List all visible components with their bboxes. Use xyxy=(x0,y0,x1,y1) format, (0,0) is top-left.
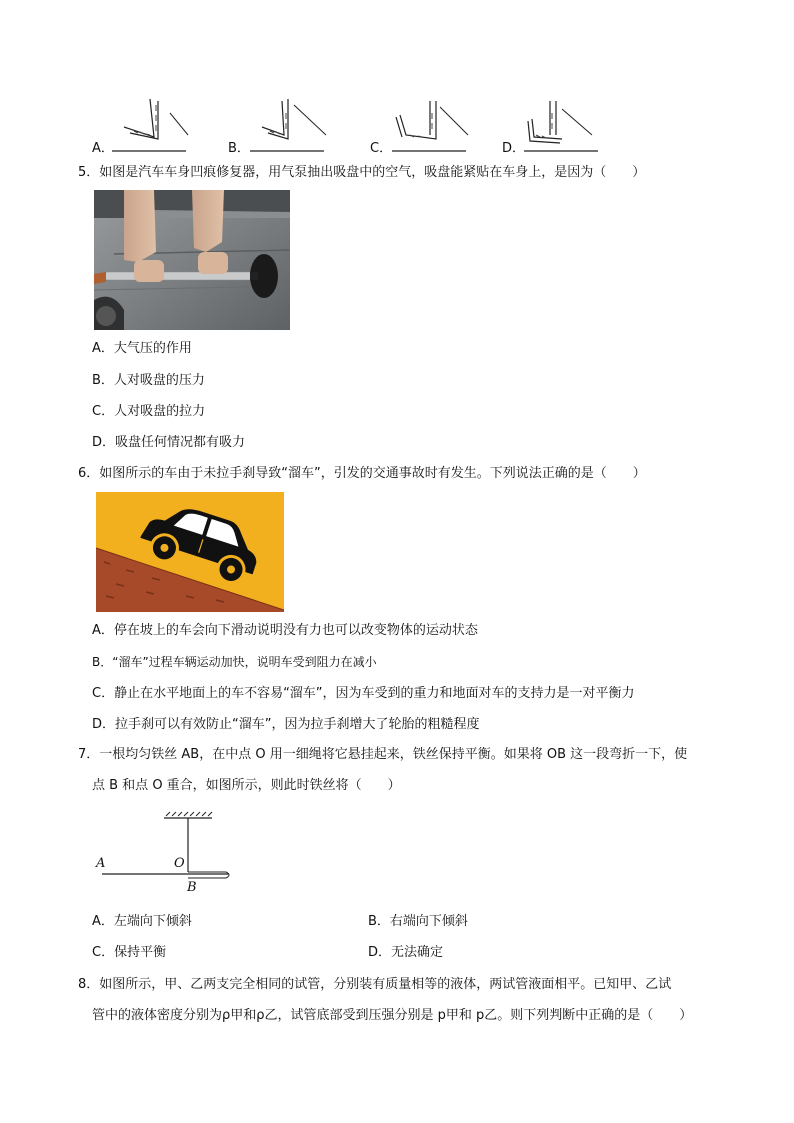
q7-wire-figure xyxy=(94,808,234,898)
q7-stem-line1 xyxy=(78,746,687,764)
q4-option-d-figure xyxy=(522,95,602,153)
q4-option-b-figure xyxy=(248,95,328,153)
q4-option-b-letter: B． xyxy=(228,141,250,156)
q5-option-a: A．大气压的作用 xyxy=(92,341,192,356)
q7-number: 7． xyxy=(78,747,100,762)
q5-option-c: C．人对吸盘的拉力 xyxy=(92,404,206,419)
q5-dent-puller-photo xyxy=(94,190,290,330)
q7-option-d: D．无法确定 xyxy=(368,945,444,960)
q6-option-b: B．“溜车”过程车辆运动加快，说明车受到阻力在减小 xyxy=(92,655,377,669)
q7-option-a: A．左端向下倾斜 xyxy=(92,914,192,929)
q4-option-a-letter: A． xyxy=(92,141,114,156)
q7-option-c: C．保持平衡 xyxy=(92,945,167,960)
q5-stem-text: 如图是汽车车身凹痕修复器，用气泵抽出吸盘中的空气，吸盘能紧贴在车身上，是因为（ ） xyxy=(99,165,646,180)
q5-stem xyxy=(78,164,645,182)
q6-option-a: A．停在坡上的车会向下滑动说明没有力也可以改变物体的运动状态 xyxy=(92,623,478,638)
q7-stem-line2: 点 B 和点 O 重合，如图所示，则此时铁丝将（ ） xyxy=(92,778,401,793)
q6-number: 6． xyxy=(78,466,100,481)
q8-stem-line2: 管中的液体密度分别为ρ甲和ρ乙，试管底部受到压强分别是 p甲和 p乙。则下列判断中正确的是（ ） xyxy=(92,1008,693,1023)
q5-option-d: D．吸盘任何情况都有吸力 xyxy=(92,435,246,450)
q4-option-d-letter: D． xyxy=(502,141,526,156)
q4-options xyxy=(0,95,794,155)
q6-option-c: C．静止在水平地面上的车不容易“溜车”，因为车受到的重力和地面对车的支持力是一对平衡力 xyxy=(92,686,635,701)
q7-label-a: A xyxy=(96,856,106,871)
q5-number: 5． xyxy=(78,165,100,180)
q6-stem xyxy=(78,465,646,483)
q7-label-b: B xyxy=(187,880,197,895)
q8-number: 8． xyxy=(78,977,100,992)
q4-option-c-figure xyxy=(390,95,470,153)
q7-stem-line1-text: 一根均匀铁丝 AB，在中点 O 用一细绳将它悬挂起来，铁丝保持平衡。如果将 OB 这一段弯折一下，使 xyxy=(99,747,688,762)
q5-option-b: B．人对吸盘的压力 xyxy=(92,373,205,388)
q6-car-slope-illustration xyxy=(96,492,284,612)
q6-stem-text: 如图所示的车由于未拉手刹导致“溜车”，引发的交通事故时有发生。下列说法正确的是（ ） xyxy=(99,466,646,481)
q6-option-d: D．拉手刹可以有效防止“溜车”，因为拉手刹增大了轮胎的粗糙程度 xyxy=(92,717,480,732)
q8-stem-line1 xyxy=(78,976,671,994)
q7-option-b: B．右端向下倾斜 xyxy=(368,914,468,929)
q4-option-a-figure xyxy=(110,95,190,153)
q7-label-o: O xyxy=(174,856,185,871)
q4-option-c-letter: C． xyxy=(370,141,393,156)
q8-stem-line1-text: 如图所示，甲、乙两支完全相同的试管，分别装有质量相等的液体，两试管液面相平。已知甲、乙试 xyxy=(99,977,672,992)
